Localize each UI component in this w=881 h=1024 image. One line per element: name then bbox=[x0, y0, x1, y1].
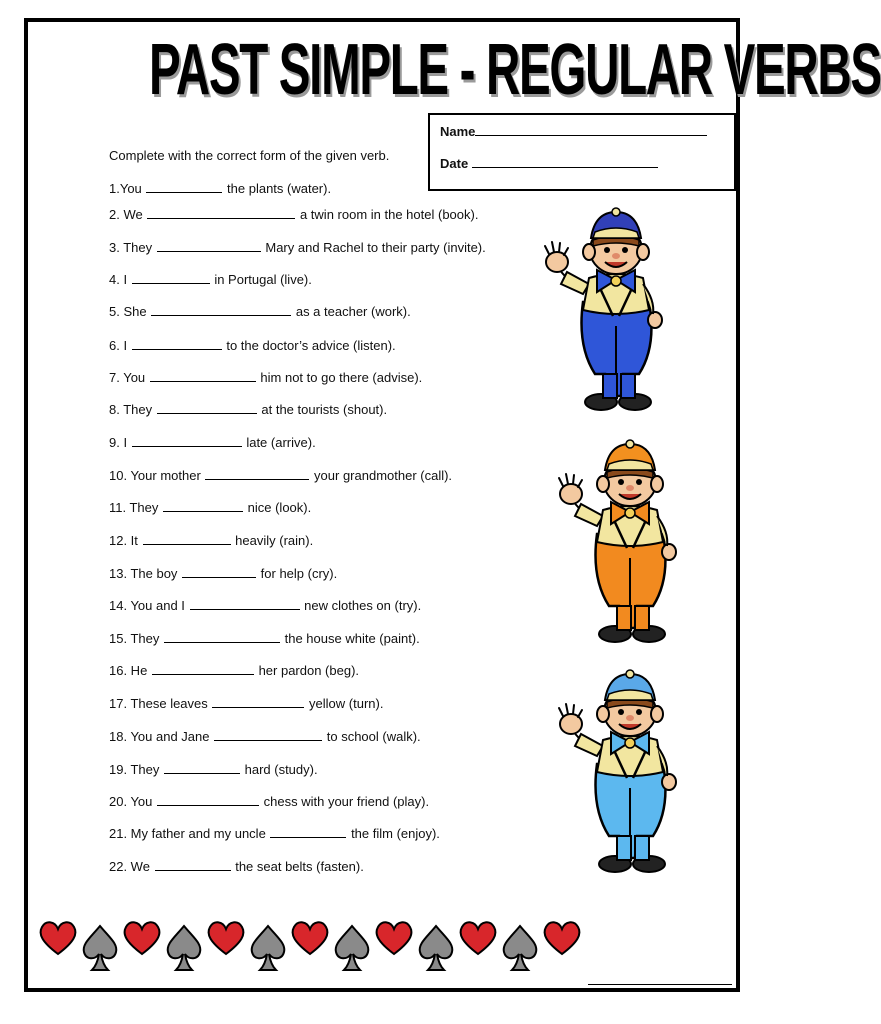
answer-blank[interactable] bbox=[164, 631, 280, 643]
exercise-prompt-start: 17. These leaves bbox=[109, 696, 208, 711]
answer-blank[interactable] bbox=[157, 402, 257, 414]
answer-blank[interactable] bbox=[152, 663, 254, 675]
answer-blank[interactable] bbox=[182, 566, 256, 578]
cartoon-boy-icon bbox=[557, 668, 697, 885]
exercise-prompt-end: nice (look). bbox=[247, 500, 312, 515]
exercise-item bbox=[109, 304, 411, 319]
exercise-item bbox=[109, 762, 318, 777]
exercise-prompt-start: 2. We bbox=[109, 207, 143, 222]
answer-blank[interactable] bbox=[146, 181, 222, 193]
date-label: Date bbox=[440, 156, 469, 171]
exercise-prompt-end: a twin room in the hotel (book). bbox=[299, 207, 479, 222]
exercise-prompt-end: new clothes on (try). bbox=[304, 598, 422, 613]
exercise-prompt-start: 19. They bbox=[109, 762, 160, 777]
name-label: Name bbox=[440, 124, 476, 139]
answer-blank[interactable] bbox=[151, 304, 291, 316]
exercise-item bbox=[109, 663, 359, 678]
exercise-prompt-start: 22. We bbox=[109, 859, 150, 874]
exercise-prompt-end: him not to go there (advise). bbox=[260, 370, 423, 385]
heart-icon bbox=[542, 918, 582, 963]
exercise-prompt-end: the seat belts (fasten). bbox=[235, 859, 364, 874]
instruction-text: Complete with the correct form of the given verb. bbox=[109, 148, 390, 163]
answer-blank[interactable] bbox=[147, 207, 295, 219]
exercise-prompt-start: 3. They bbox=[109, 240, 153, 255]
exercise-prompt-end: in Portugal (live). bbox=[214, 272, 312, 287]
heart-icon bbox=[122, 918, 162, 963]
cartoon-boy-icon bbox=[557, 438, 697, 655]
answer-blank[interactable] bbox=[132, 272, 210, 284]
exercise-prompt-end: her pardon (beg). bbox=[258, 663, 360, 678]
exercise-prompt-end: as a teacher (work). bbox=[295, 304, 411, 319]
exercise-prompt-start: 13. The boy bbox=[109, 566, 178, 581]
exercise-prompt-start: 6. I bbox=[109, 338, 128, 353]
exercise-prompt-start: 11. They bbox=[109, 500, 159, 515]
exercise-prompt-end: hard (study). bbox=[244, 762, 318, 777]
exercise-item bbox=[109, 794, 429, 809]
exercise-prompt-end: at the tourists (shout). bbox=[261, 402, 388, 417]
answer-blank[interactable] bbox=[157, 794, 259, 806]
heart-icon bbox=[206, 918, 246, 963]
exercise-prompt-start: 4. I bbox=[109, 272, 128, 287]
heart-icon bbox=[38, 918, 78, 963]
exercise-prompt-start: 20. You bbox=[109, 794, 153, 809]
exercise-prompt-start: 14. You and I bbox=[109, 598, 185, 613]
exercise-item bbox=[109, 598, 421, 613]
signature-line bbox=[588, 984, 732, 985]
answer-blank[interactable] bbox=[214, 729, 322, 741]
exercise-item bbox=[109, 533, 313, 548]
exercise-prompt-end: yellow (turn). bbox=[309, 696, 384, 711]
exercise-prompt-start: 8. They bbox=[109, 402, 153, 417]
name-row bbox=[440, 123, 707, 139]
answer-blank[interactable] bbox=[164, 762, 240, 774]
exercise-prompt-end: heavily (rain). bbox=[235, 533, 314, 548]
heart-icon bbox=[290, 918, 330, 963]
answer-blank[interactable] bbox=[132, 435, 242, 447]
card-suit-border bbox=[38, 914, 598, 970]
date-field[interactable] bbox=[472, 155, 658, 168]
exercise-prompt-start: 18. You and Jane bbox=[109, 729, 210, 744]
answer-blank[interactable] bbox=[190, 598, 300, 610]
name-date-box bbox=[428, 113, 736, 191]
exercise-prompt-end: the plants (water). bbox=[227, 181, 332, 196]
spade-icon bbox=[164, 922, 204, 979]
exercise-prompt-start: 15. They bbox=[109, 631, 160, 646]
name-field[interactable] bbox=[475, 123, 707, 136]
exercise-item bbox=[109, 402, 387, 417]
answer-blank[interactable] bbox=[157, 240, 261, 252]
exercise-item bbox=[109, 272, 312, 287]
exercise-prompt-start: 7. You bbox=[109, 370, 146, 385]
answer-blank[interactable] bbox=[155, 859, 231, 871]
answer-blank[interactable] bbox=[212, 696, 304, 708]
exercise-item bbox=[109, 500, 311, 515]
exercise-prompt-end: to school (walk). bbox=[326, 729, 421, 744]
exercise-prompt-start: 9. I bbox=[109, 435, 128, 450]
exercise-item bbox=[109, 207, 478, 222]
exercise-prompt-end: the house white (paint). bbox=[284, 631, 420, 646]
answer-blank[interactable] bbox=[143, 533, 231, 545]
exercise-prompt-start: 16. He bbox=[109, 663, 148, 678]
exercise-prompt-end: the film (enjoy). bbox=[351, 826, 440, 841]
exercise-prompt-start: 10. Your mother bbox=[109, 468, 201, 483]
exercise-prompt-end: chess with your friend (play). bbox=[263, 794, 430, 809]
spade-icon bbox=[332, 922, 372, 979]
exercise-item bbox=[109, 240, 486, 255]
exercise-item bbox=[109, 729, 421, 744]
exercise-item bbox=[109, 631, 420, 646]
date-row bbox=[440, 155, 658, 171]
cartoon-boy-icon bbox=[543, 206, 683, 423]
answer-blank[interactable] bbox=[163, 500, 243, 512]
exercise-item bbox=[109, 338, 396, 353]
exercise-prompt-end: to the doctor’s advice (listen). bbox=[226, 338, 396, 353]
exercise-prompt-start: 5. She bbox=[109, 304, 147, 319]
exercise-item bbox=[109, 696, 383, 711]
spade-icon bbox=[248, 922, 288, 979]
exercise-item bbox=[109, 859, 364, 874]
exercise-prompt-end: your grandmother (call). bbox=[314, 468, 453, 483]
worksheet-title: PAST SIMPLE - REGULAR VERBS bbox=[148, 30, 881, 110]
exercise-prompt-start: 12. It bbox=[109, 533, 138, 548]
spade-icon bbox=[80, 922, 120, 979]
exercise-item bbox=[109, 826, 440, 841]
answer-blank[interactable] bbox=[205, 468, 309, 480]
exercise-prompt-end: late (arrive). bbox=[246, 435, 316, 450]
exercise-item bbox=[109, 435, 316, 450]
heart-icon bbox=[458, 918, 498, 963]
spade-icon bbox=[500, 922, 540, 979]
answer-blank[interactable] bbox=[150, 370, 256, 382]
heart-icon bbox=[374, 918, 414, 963]
spade-icon bbox=[416, 922, 456, 979]
exercise-item bbox=[109, 566, 337, 581]
exercise-item bbox=[109, 181, 331, 196]
exercise-prompt-start: 1.You bbox=[109, 181, 142, 196]
answer-blank[interactable] bbox=[270, 826, 346, 838]
exercise-prompt-end: for help (cry). bbox=[260, 566, 338, 581]
exercise-item bbox=[109, 370, 422, 385]
exercise-prompt-start: 21. My father and my uncle bbox=[109, 826, 266, 841]
exercise-item bbox=[109, 468, 452, 483]
exercise-prompt-end: Mary and Rachel to their party (invite). bbox=[265, 240, 486, 255]
answer-blank[interactable] bbox=[132, 338, 222, 350]
